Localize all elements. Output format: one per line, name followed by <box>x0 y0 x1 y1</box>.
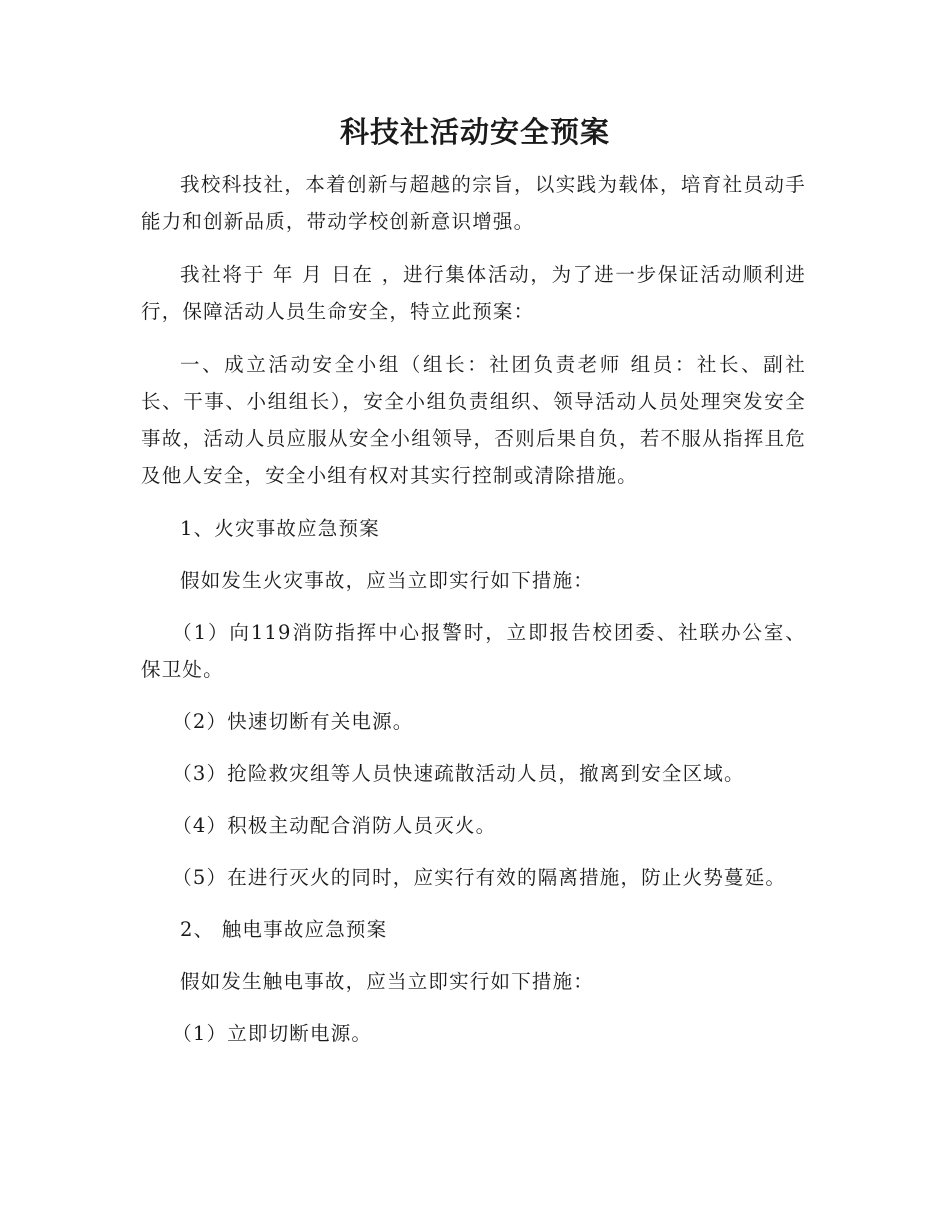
document-title: 科技社活动安全预案 <box>339 115 610 149</box>
paragraph-electric-lead: 假如发生触电事故，应当立即实行如下措施： <box>180 970 595 993</box>
list-item-fire-1: （1）向119消防指挥中心报警时，立即报告校团委、社联办公室、保卫处。 <box>141 621 806 681</box>
section-heading-fire: 1、火灾事故应急预案 <box>180 517 380 540</box>
paragraph-schedule: 我社将于 年 月 日在 ，进行集体活动，为了进一步保证活动顺利进行，保障活动人员生命安全，特立此预案： <box>141 263 806 323</box>
list-item-fire-3: （3）抢险救灾组等人员快速疏散活动人员，撤离到安全区域。 <box>172 762 745 785</box>
list-item-fire-2: （2）快速切断有关电源。 <box>172 710 414 733</box>
document-body <box>141 166 806 1052</box>
list-item-electric-1: （1）立即切断电源。 <box>172 1022 373 1045</box>
paragraph-intro: 我校科技社，本着创新与超越的宗旨，以实践为载体，培育社员动手能力和创新品质，带动学校创新意识增强。 <box>141 173 806 233</box>
list-item-fire-5: （5）在进行灭火的同时，应实行有效的隔离措施，防止火势蔓延。 <box>172 866 787 889</box>
section-heading-electric: 2、 触电事故应急预案 <box>180 918 388 941</box>
paragraph-safety-team: 一、成立活动安全小组（组长：社团负责老师 组员：社长、副社长、干事、小组组长），安全小组负责组织、领导活动人员处理突发安全事故，活动人员应服从安全小组领导，否则后果自负，若不服从指挥且危及他人安全，安全小组有权对其实行控制或清除措施。 <box>141 353 806 487</box>
paragraph-fire-lead: 假如发生火灾事故，应当立即实行如下措施： <box>180 569 595 592</box>
list-item-fire-4: （4）积极主动配合消防人员灭火。 <box>172 814 497 837</box>
